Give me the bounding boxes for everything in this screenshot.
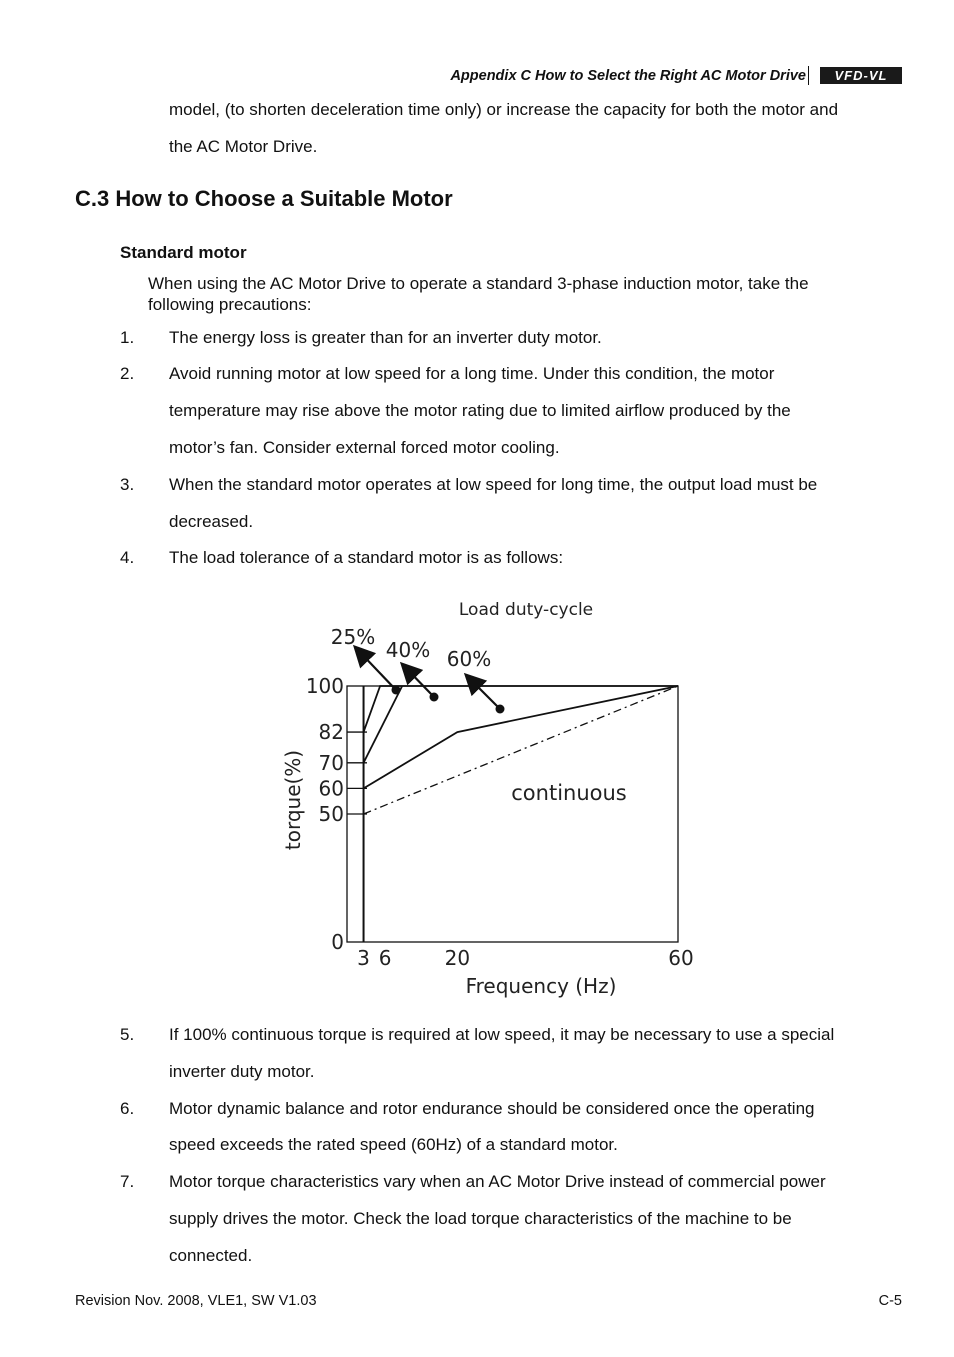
y-tick-label: 70 xyxy=(318,750,344,775)
annotation-dot xyxy=(392,686,401,695)
duty-cycle-label: 40% xyxy=(385,638,431,662)
list-item-line: The load tolerance of a standard motor is as follows: xyxy=(169,548,564,567)
running-header: Appendix C How to Select the Right AC Motor Drive xyxy=(450,68,806,84)
duty-cycle-annotations xyxy=(331,625,505,714)
series-line-60pct xyxy=(364,686,678,788)
x-tick-label: 60 xyxy=(668,946,694,970)
list-item-line: motor’s fan. Consider external forced motor cooling. xyxy=(169,438,560,457)
list-item-line: decreased. xyxy=(169,512,254,531)
list-item-line: Motor dynamic balance and rotor endurance should be considered once the operating xyxy=(169,1099,815,1118)
lead-line-1: When using the AC Motor Drive to operate a standard 3-phase induction motor, take the xyxy=(148,274,809,293)
y-tick-label: 50 xyxy=(318,802,344,826)
intro-line-1: model, (to shorten deceleration time only) or increase the capacity for both the motor and xyxy=(169,100,839,119)
annotation-arrow xyxy=(467,676,500,709)
footer-page-number: C-5 xyxy=(878,1293,902,1309)
plot-frame xyxy=(347,686,678,942)
load-tolerance-chart xyxy=(270,590,720,1010)
y-tick-label: 0 xyxy=(331,930,344,954)
item-number: 3. xyxy=(120,475,135,494)
annotation-dot xyxy=(496,705,505,714)
continuous-region-label: continuous xyxy=(511,781,627,805)
x-tick-label: 6 xyxy=(378,946,392,970)
chart-title: Load duty-cycle xyxy=(458,600,594,620)
y-axis-label: torque(%) xyxy=(281,749,305,851)
vfd-vl-logo: VFD-VL xyxy=(820,67,902,84)
y-tick-layer xyxy=(306,674,367,954)
lead-line-2: following precautions: xyxy=(148,295,312,314)
item-number: 2. xyxy=(120,364,135,383)
list-item-line: Avoid running motor at low speed for a long time. Under this condition, the motor xyxy=(169,364,775,383)
list-item-line: connected. xyxy=(169,1246,253,1265)
list-item-line: speed exceeds the rated speed (60Hz) of a standard motor. xyxy=(169,1135,618,1154)
list-item-line: When the standard motor operates at low speed for long time, the output load must be xyxy=(169,475,818,494)
subheading: Standard motor xyxy=(120,243,247,262)
y-tick-label: 60 xyxy=(318,776,344,801)
series-line-25pct xyxy=(364,686,678,732)
item-number: 6. xyxy=(120,1099,135,1118)
series-line-40pct xyxy=(364,686,403,763)
list-item-line: inverter duty motor. xyxy=(169,1062,315,1081)
header-separator xyxy=(808,66,809,85)
duty-cycle-label: 25% xyxy=(330,625,376,649)
annotation-dot xyxy=(430,693,439,702)
list-item-line: temperature may rise above the motor rating due to limited airflow produced by the xyxy=(169,401,791,420)
intro-line-2: the AC Motor Drive. xyxy=(169,137,318,156)
x-tick-layer xyxy=(357,946,694,970)
x-tick-label: 3 xyxy=(357,946,370,970)
item-number: 1. xyxy=(120,328,135,347)
y-tick-label: 100 xyxy=(305,674,344,698)
list-item-line: supply drives the motor. Check the load torque characteristics of the machine to be xyxy=(169,1209,792,1228)
duty-cycle-label: 60% xyxy=(446,647,492,671)
section-title: C.3 How to Choose a Suitable Motor xyxy=(75,186,453,211)
list-item-line: If 100% continuous torque is required at low speed, it may be necessary to use a special xyxy=(169,1025,835,1044)
item-number: 4. xyxy=(120,548,135,567)
item-number: 7. xyxy=(120,1172,135,1191)
item-number: 5. xyxy=(120,1025,135,1044)
annotation-arrow xyxy=(403,665,434,697)
footer-revision: Revision Nov. 2008, VLE1, SW V1.03 xyxy=(75,1293,317,1309)
y-tick-label: 82 xyxy=(318,720,344,745)
x-tick-label: 20 xyxy=(444,946,471,970)
list-item-line: The energy loss is greater than for an inverter duty motor. xyxy=(169,328,602,347)
list-item-line: Motor torque characteristics vary when an AC Motor Drive instead of commercial power xyxy=(169,1172,826,1191)
x-axis-label: Frequency (Hz) xyxy=(465,974,617,998)
